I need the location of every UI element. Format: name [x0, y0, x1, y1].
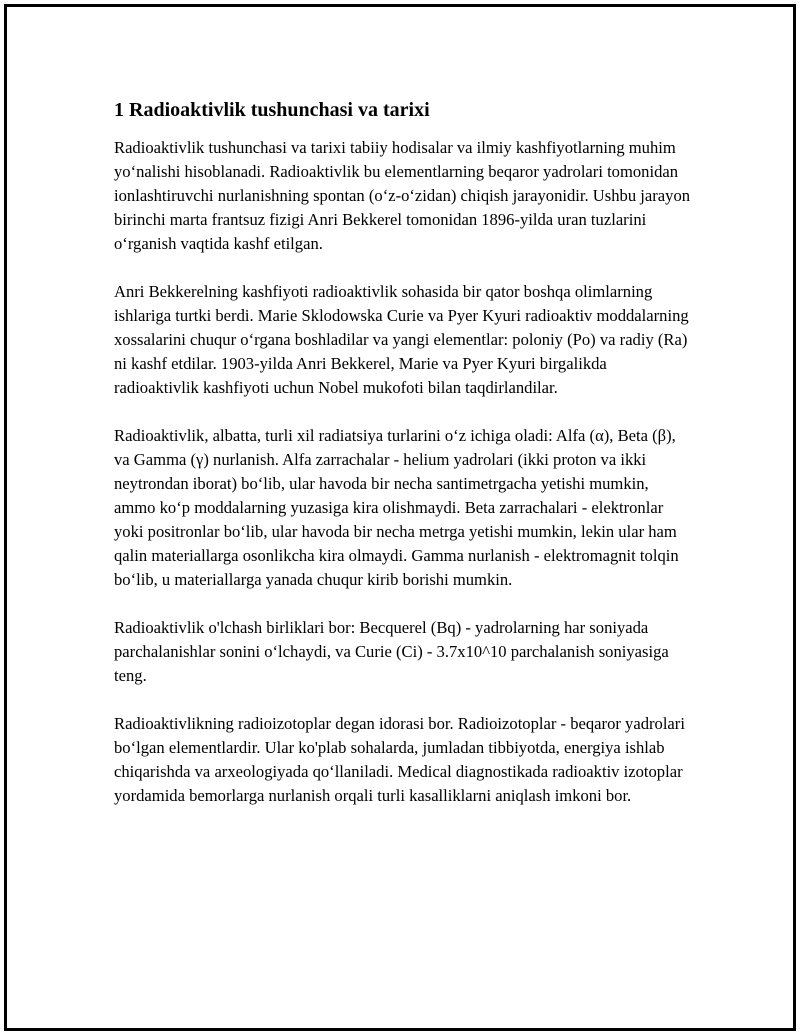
paragraph-radiation-types: Radioaktivlik, albatta, turli xil radiatsiya turlarini o‘z ichiga oladi: Alfa (α), Beta (β), va Gamma (γ) nurlanish. Alfa zarrachalar - helium yadrolari (ikki proton va ikki neytrondan iborat) bo‘lib, ular havoda bir necha santimetrgacha yetishi mumkin, ammo ko‘p moddalarning yuzasiga kira olishmaydi. Beta zarrachalari - elektronlar yoki positronlar bo‘lib, ular havoda bir necha metrga yetishi mumkin, lekin ular ham qalin materiallarga osonlikcha kira olmaydi. Gamma nurlanish - elektromagnit tolqin bo‘lib, u materiallarga yanada chuqur kirib borishi mumkin. [114, 426, 679, 589]
paragraph-curie-discovery: Anri Bekkerelning kashfiyoti radioaktivlik sohasida bir qator boshqa olimlarning ishlariga turtki berdi. Marie Sklodowska Curie va Pyer Kyuri radioaktiv moddalarning xossalarini chuqur o‘rgana boshladilar va yangi elementlar: poloniy (Po) va radiy (Ra) ni kashf etdilar. 1903-yilda Anri Bekkerel, Marie va Pyer Kyuri birgalikda radioaktivlik kashfiyoti uchun Nobel mukofoti bilan taqdirlandilar. [114, 282, 689, 397]
paragraph-history-intro: Radioaktivlik tushunchasi va tarixi tabiiy hodisalar va ilmiy kashfiyotlarning muhim yo‘nalishi hisoblanadi. Radioaktivlik bu elementlarning beqaror yadrolari tomonidan ionlashtiruvchi nurlanishning spontan (o‘z-o‘zidan) chiqish jarayonidir. Ushbu jarayon birinchi marta frantsuz fizigi Anri Bekkerel tomonidan 1896-yilda uran tuzlarini o‘rganish vaqtida kashf etilgan. [114, 138, 691, 253]
document-body [114, 97, 694, 832]
section-heading: 1 Radioaktivlik tushunchasi va tarixi [114, 99, 430, 121]
paragraph-radioisotopes: Radioaktivlikning radioizotoplar degan idorasi bor. Radioizotoplar - beqaror yadrolari bo‘lgan elementlardir. Ular ko'plab sohalarda, jumladan tibbiyotda, energiya ishlab chiqarishda va arxeologiyada qo‘llaniladi. Medical diagnostikada radioaktiv izotoplar yordamida bemorlarga nurlanish orqali turli kasalliklarni aniqlash imkoni bor. [114, 714, 685, 805]
paragraph-measurement-units: Radioaktivlik o'lchash birliklari bor: Becquerel (Bq) - yadrolarning har soniyada parchalanishlar sonini o‘lchaydi, va Curie (Ci) - 3.7x10^10 parchalanish soniyasiga teng. [114, 618, 669, 685]
